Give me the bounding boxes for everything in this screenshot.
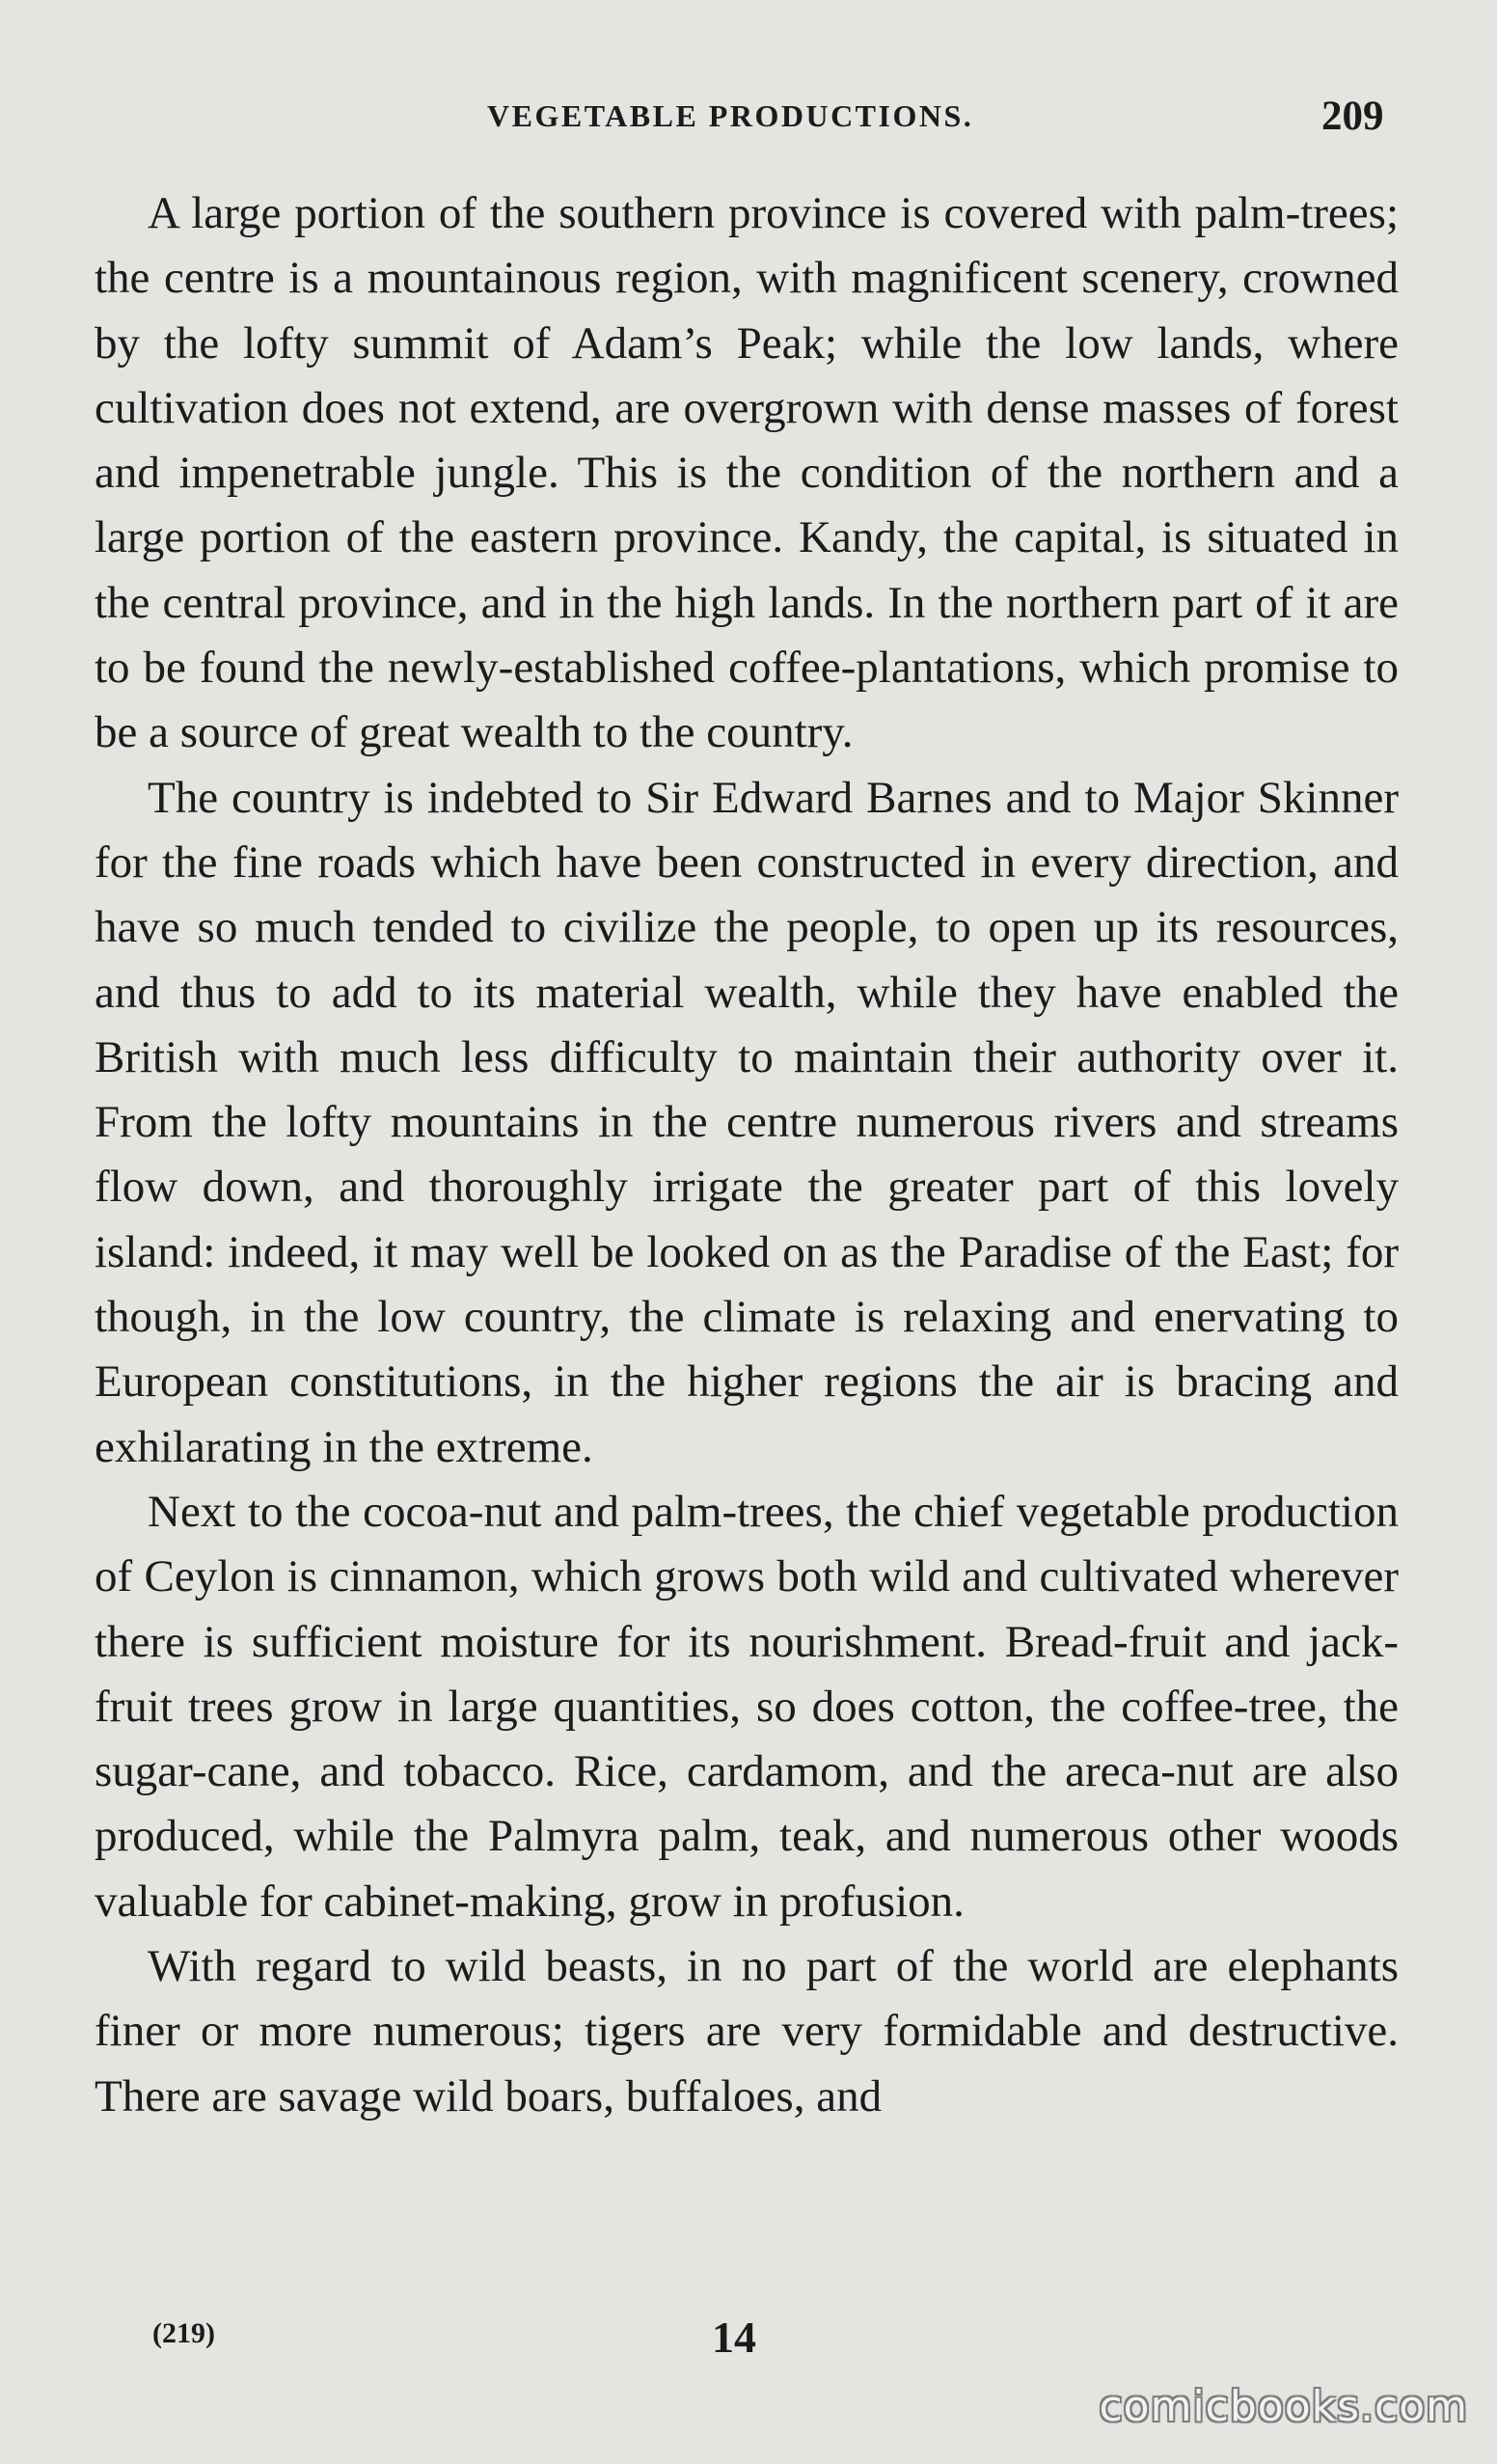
watermark-logo: comicbooks.com [1099, 2382, 1468, 2431]
signature-mark: (219) [152, 2317, 215, 2349]
paragraph-ceylon-provinces: A large portion of the southern province is covered with palm-trees; the centre is a mountainous region, with magnificent scenery, crowned by the lofty summit of Adam’s Peak; while the low lands, where cultivation does not extend, are overgrown with dense masses of forest and impenetrable jungle. This is the condition of the northern and a large portion of the eastern province. Kandy, the capital, is situated in the central province, and in the high lands. In the northern part of it are to be found the newly-established coffee-plantations, which promise to be a source of great wealth to the country. [95, 188, 1399, 758]
paragraph-vegetable-productions: Next to the cocoa-nut and palm-trees, the chief vegetable production of Ceylon is cinnamon, which grows both wild and cultivated wherever there is sufficient moisture for its nourishment. Bread-fruit and jack-fruit trees grow in large quantities, so does cotton, the coffee-tree, the sugar-cane, and tobacco. Rice, cardamom, and the areca-nut are also produced, while the Palmyra palm, teak, and numerous other woods valuable for cabinet-making, grow in profusion. [95, 1486, 1399, 1927]
body-text [95, 181, 1399, 2129]
running-head [0, 93, 1497, 147]
page-number: 209 [1321, 94, 1384, 139]
running-title: VEGETABLE PRODUCTIONS. [487, 98, 974, 133]
paragraph-roads-rivers: The country is indebted to Sir Edward Barnes and to Major Skinner for the fine roads which have been constructed in every direction, and have so much tended to civilize the people, to open up its resources, and thus to add to its material wealth, while they have enabled the British with much less difficulty to maintain their authority over it. From the lofty mountains in the centre numerous rivers and streams flow down, and thoroughly irrigate the greater part of this lovely island: indeed, it may well be looked on as the Paradise of the East; for though, in the low country, the climate is relaxing and enervating to European constitutions, in the higher regions the air is bracing and exhilarating in the extreme. [95, 772, 1399, 1472]
paragraph-wild-beasts: With regard to wild beasts, in no part of the world are elephants finer or more numerous; tigers are very formidable and destructive. There are savage wild boars, buffaloes, and [95, 1941, 1399, 2122]
signature-number: 14 [712, 2313, 756, 2362]
